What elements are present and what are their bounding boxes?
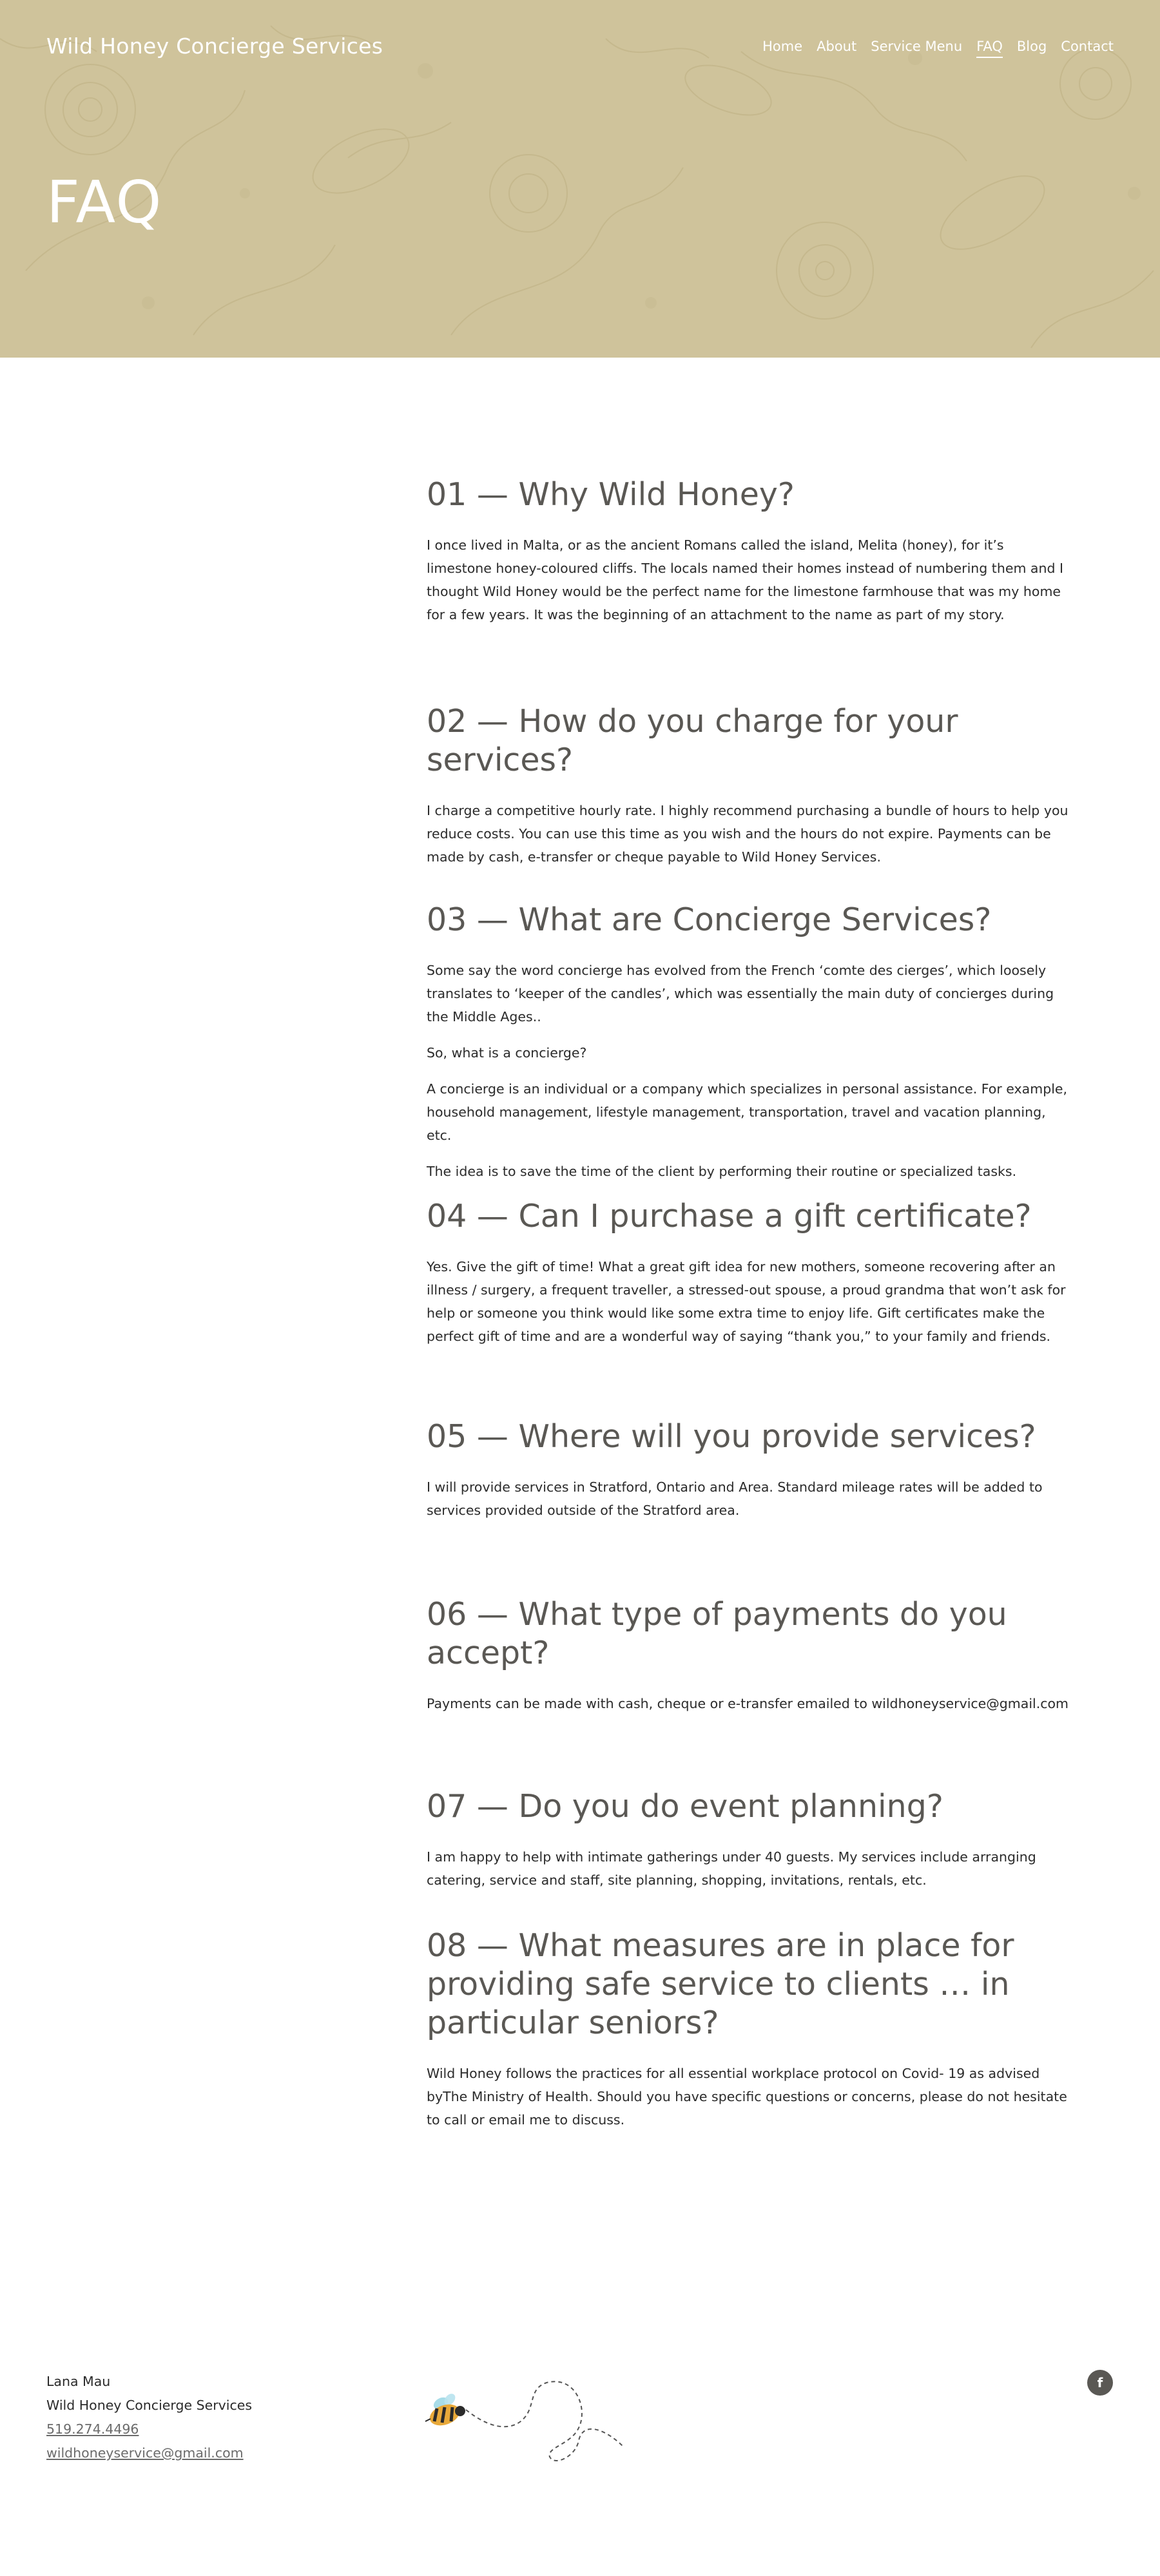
nav-item-service-menu[interactable]: Service Menu [871, 39, 963, 54]
faq-answer: I charge a competitive hourly rate. I highly recommend purchasing a bundle of hours to help you reduce costs. You can use this time as you wish and the hours do not expire. Payments can be made by cash, e-transfer or cheque payable to Wild Honey Services. [427, 803, 1068, 865]
faq-item-07 [427, 1787, 1071, 1892]
faq-question: 06 — What type of payments do you accept? [427, 1596, 1007, 1671]
faq-item-01 [427, 476, 1071, 626]
faq-question: 04 — Can I purchase a gift certificate? [427, 1198, 1032, 1235]
facebook-icon[interactable]: f [1087, 2370, 1113, 2396]
faq-question: 01 — Why Wild Honey? [427, 476, 795, 513]
faq-answer: A concierge is an individual or a company which specializes in personal assistance. For example, household management, lifestyle management, transportation, travel and vacation planning, etc. [427, 1081, 1068, 1143]
footer-company: Wild Honey Concierge Services [46, 2398, 253, 2413]
faq-question: 08 — What measures are in place for providing safe service to clients … in particular seniors? [427, 1927, 1014, 2041]
faq-answer: I once lived in Malta, or as the ancient Romans called the island, Melita (honey), for it’s limestone honey-coloured cliffs. The locals named their homes instead of numbering them and I thought Wild Honey would be the perfect name for the limestone farmhouse that was my home for a few years. It was the beginning of an attachment to the name as part of my story. [427, 537, 1064, 622]
footer-name: Lana Mau [46, 2374, 111, 2389]
site-title[interactable]: Wild Honey Concierge Services [46, 34, 383, 59]
nav-item-home[interactable]: Home [762, 39, 803, 54]
bee-flight-graphic [418, 2376, 656, 2466]
bee-icon [425, 2392, 465, 2429]
faq-item-02 [427, 702, 1071, 869]
faq-answer: Some say the word concierge has evolved from the French ‘comte des cierges’, which loosely translates to ‘keeper of the candles’, which was essentially the main duty of concierges during the Middle Ages.. [427, 963, 1054, 1024]
faq-answer: The idea is to save the time of the client by performing their routine or specialized tasks. [427, 1164, 1017, 1179]
footer-contact-info [46, 2370, 252, 2465]
faq-question: 03 — What are Concierge Services? [427, 901, 992, 938]
nav-item-faq[interactable]: FAQ [976, 39, 1003, 58]
nav-item-about[interactable]: About [817, 39, 857, 54]
faq-answer: Payments can be made with cash, cheque or e-transfer emailed to wildhoneyservice@gmail.com [427, 1696, 1069, 1711]
faq-item-06 [427, 1595, 1071, 1715]
nav-item-contact[interactable]: Contact [1061, 39, 1114, 54]
faq-question: 07 — Do you do event planning? [427, 1788, 943, 1825]
faq-item-04 [427, 1197, 1071, 1348]
footer-email-link[interactable]: wildhoneyservice@gmail.com [46, 2445, 244, 2461]
faq-answer: I am happy to help with intimate gatherings under 40 guests. My services include arranging catering, service and staff, site planning, shopping, invitations, rentals, etc. [427, 1849, 1036, 1888]
faq-item-08 [427, 1927, 1071, 2131]
faq-item-05 [427, 1418, 1071, 1522]
nav-item-blog[interactable]: Blog [1016, 39, 1047, 54]
faq-answer: Yes. Give the gift of time! What a great gift idea for new mothers, someone recovering after an illness / surgery, a frequent traveller, a stressed-out spouse, a proud grandma that won’t ask for help or someone you think would like some extra time to enjoy life. Gift certificates make the perfect gift of time and are a wonderful way of saying “thank you,” to your family and friends. [427, 1259, 1066, 1344]
faq-question: 02 — How do you charge for your services? [427, 703, 958, 778]
faq-answer: Wild Honey follows the practices for all essential workplace protocol on Covid- 19 as advised byThe Ministry of Health. Should you have specific questions or concerns, please do not hesitate to call or email me to discuss. [427, 2066, 1067, 2128]
faq-question: 05 — Where will you provide services? [427, 1418, 1036, 1455]
faq-answer: So, what is a concierge? [427, 1045, 587, 1061]
faq-answer: I will provide services in Stratford, Ontario and Area. Standard mileage rates will be added to services provided outside of the Stratford area. [427, 1479, 1043, 1518]
main-nav [748, 39, 1114, 58]
footer-phone-link[interactable]: 519.274.4496 [46, 2421, 139, 2437]
page-title: FAQ [46, 169, 163, 236]
faq-item-03 [427, 901, 1071, 1183]
hero-banner [0, 0, 1160, 358]
